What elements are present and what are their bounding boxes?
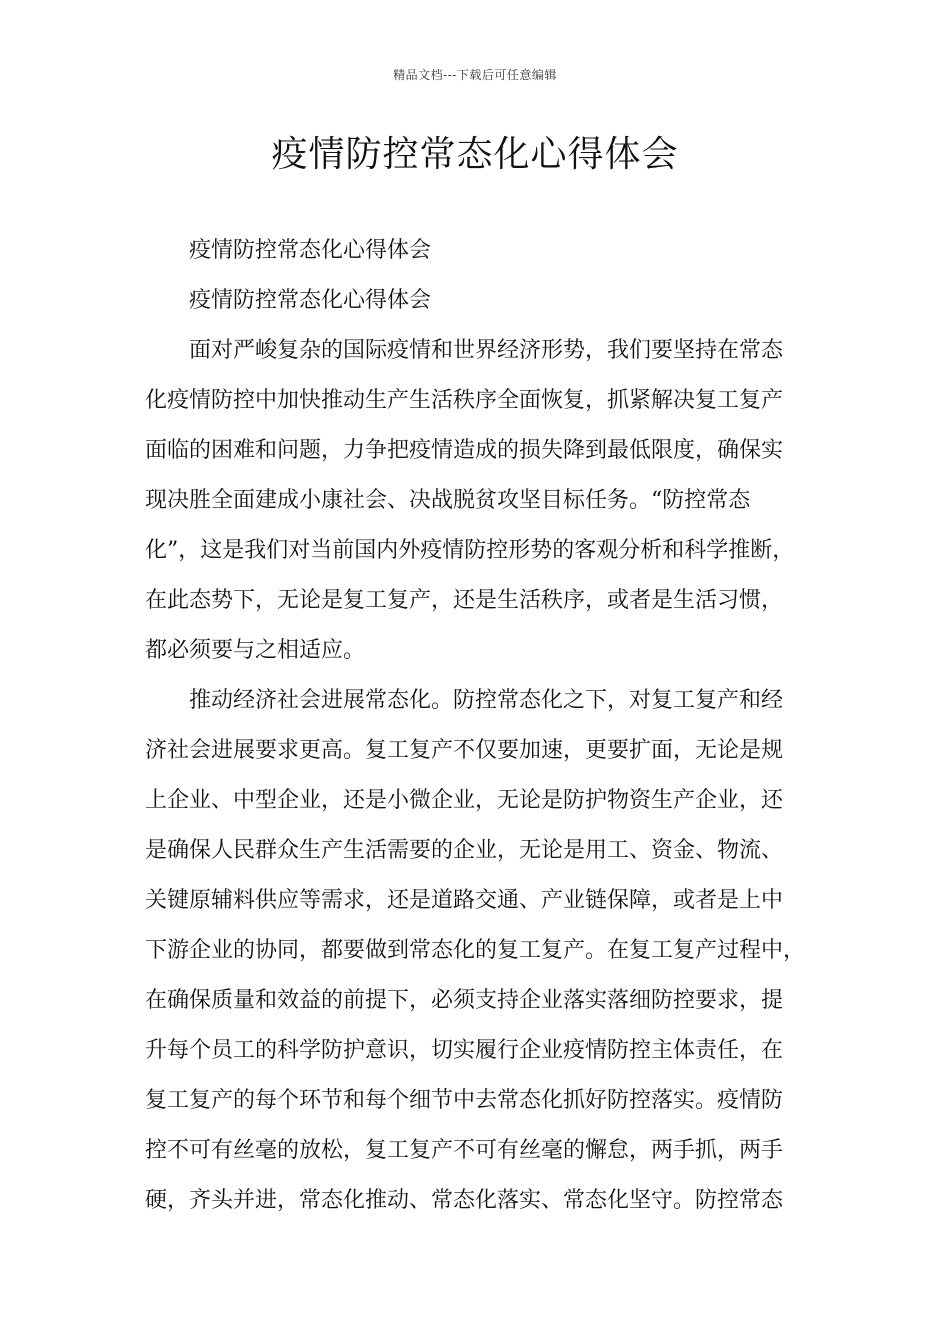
body-line: 面对严峻复杂的国际疫情和世界经济形势，我们要坚持在常态	[189, 338, 784, 363]
body-line: 疫情防控常态化心得体会	[189, 288, 432, 313]
body-line: 化疫情防控中加快推动生产生活秩序全面恢复，抓紧解决复工复产	[145, 388, 784, 413]
body-line: 都必须要与之相适应。	[145, 638, 366, 663]
body-line: 控不可有丝毫的放松，复工复产不可有丝毫的懈怠，两手抓，两手	[145, 1138, 784, 1163]
body-line: 升每个员工的科学防护意识，切实履行企业疫情防控主体责任，在	[145, 1038, 784, 1063]
body-line: 下游企业的协同，都要做到常态化的复工复产。在复工复产过程中，	[145, 938, 806, 963]
document-title: 疫情防控常态化心得体会	[271, 134, 679, 175]
body-line: 面临的困难和问题，力争把疫情造成的损失降到最低限度，确保实	[145, 438, 784, 463]
body-line: 疫情防控常态化心得体会	[189, 238, 432, 263]
body-line: 济社会进展要求更高。复工复产不仅要加速，更要扩面，无论是规	[145, 738, 784, 763]
body-line: 化”，这是我们对当前国内外疫情防控形势的客观分析和科学推断，	[145, 538, 795, 563]
body-line: 现决胜全面建成小康社会、决战脱贫攻坚目标任务。“防控常态	[145, 488, 751, 513]
body-line: 在此态势下，无论是复工复产，还是生活秩序，或者是生活习惯，	[145, 588, 784, 613]
body-line: 复工复产的每个环节和每个细节中去常态化抓好防控落实。疫情防	[145, 1088, 784, 1113]
body-line: 上企业、中型企业，还是小微企业，无论是防护物资生产企业，还	[145, 788, 784, 813]
header-note: 精品文档---下载后可任意编辑	[393, 68, 557, 82]
body-line: 硬，齐头并进，常态化推动、常态化落实、常态化坚守。防控常态	[145, 1188, 784, 1213]
body-line: 推动经济社会进展常态化。防控常态化之下，对复工复产和经	[189, 688, 784, 713]
body-line: 关键原辅料供应等需求，还是道路交通、产业链保障，或者是上中	[145, 888, 784, 913]
body-line: 是确保人民群众生产生活需要的企业，无论是用工、资金、物流、	[145, 838, 784, 863]
document-body	[145, 226, 820, 1226]
body-line: 在确保质量和效益的前提下，必须支持企业落实落细防控要求，提	[145, 988, 784, 1013]
